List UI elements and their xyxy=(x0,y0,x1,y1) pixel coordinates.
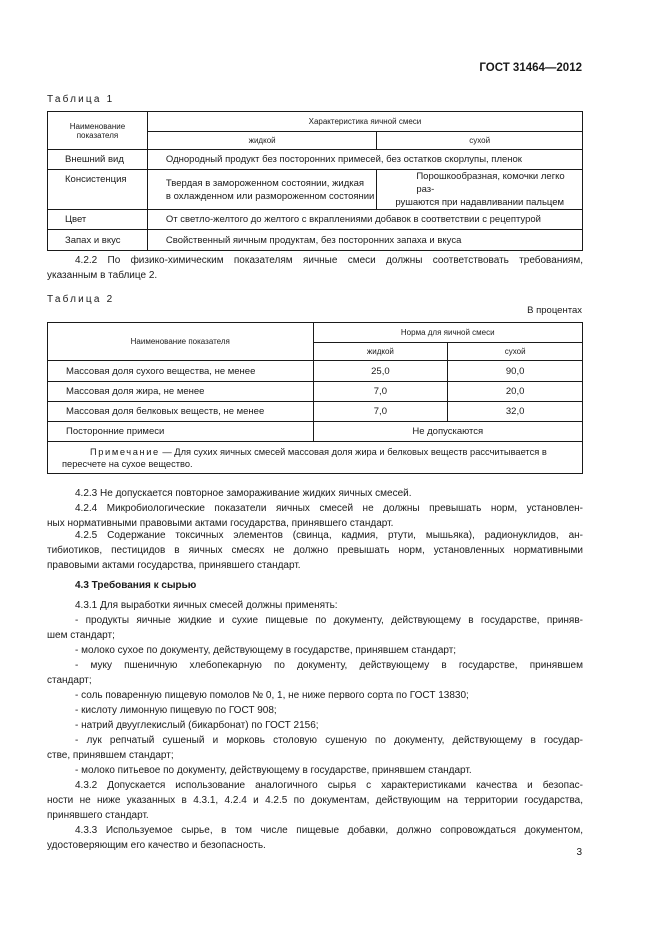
paragraph-4-2-3: 4.2.3 Не допускается повторное замораживание жидких яичных смесей. xyxy=(75,488,412,499)
table-1-row-value: Однородный продукт без посторонних примесей, без остатков скорлупы, пленок xyxy=(147,150,582,170)
table-2-row-liquid: 7,0 xyxy=(313,382,448,402)
table-2-header-name: Наименование показателя xyxy=(48,323,314,361)
cell-line: рушаются при надавливании пальцем xyxy=(395,197,565,208)
table-2-row-name: Массовая доля жира, не менее xyxy=(48,382,314,402)
table-1-header-name: Наименование показателя xyxy=(48,112,148,150)
table-2-row-value: Не допускаются xyxy=(313,422,582,442)
standard-number: ГОСТ 31464—2012 xyxy=(479,62,582,74)
table-1-header-dry: сухой xyxy=(377,132,583,150)
note-line xyxy=(62,446,582,458)
note-text: — Для сухих яичных смесей массовая доля жира и белковых веществ рассчитывается в xyxy=(159,446,547,457)
table-2-note xyxy=(48,442,583,474)
table-row xyxy=(48,210,583,230)
table-2-row-dry: 32,0 xyxy=(448,402,583,422)
cell-line: Твердая в замороженном состоянии, жидкая xyxy=(165,177,365,189)
list-item: - кислоту лимонную пищевую по ГОСТ 908; xyxy=(75,705,277,716)
paragraph-4-3-3-line: удостоверяющим его качество и безопасность. xyxy=(47,840,266,851)
table-row xyxy=(48,150,583,170)
table-row xyxy=(48,361,583,382)
list-item: - молоко сухое по документу, действующему в государстве, принявшем стандарт; xyxy=(75,645,457,656)
table-1-header-group: Характеристика яичной смеси xyxy=(147,112,582,132)
paragraph-4-2-5-line: правовыми актами государства, принявшего стандарт. xyxy=(47,560,301,571)
table-2-row-name: Посторонние примеси xyxy=(48,422,314,442)
table-2-row-liquid: 7,0 xyxy=(313,402,448,422)
list-item: - молоко питьевое по документу, действующему в государстве, принявшем стандарт. xyxy=(75,765,472,776)
paragraph-4-3-2-line: 4.3.2 Допускается использование аналогичного сырья с характеристиками качества и безопас- xyxy=(75,780,583,791)
paragraph-4-2-2-line: указанным в таблице 2. xyxy=(47,270,158,281)
list-item: - соль поваренную пищевую помолов № 0, 1, не ниже первого сорта по ГОСТ 13830; xyxy=(75,690,469,701)
table-1-row-name: Консистенция xyxy=(48,170,148,210)
table-2 xyxy=(47,322,583,474)
page-number: 3 xyxy=(576,847,582,858)
table-2-row-dry: 20,0 xyxy=(448,382,583,402)
table-1-row-name: Цвет xyxy=(48,210,148,230)
list-item: стандарт; xyxy=(47,675,92,686)
list-item: - натрий двууглекислый (бикарбонат) по ГОСТ 2156; xyxy=(75,720,319,731)
table-row xyxy=(48,422,583,442)
table-1 xyxy=(47,111,583,251)
table-2-row-name: Массовая доля белковых веществ, не менее xyxy=(48,402,314,422)
table-2-row-name: Массовая доля сухого вещества, не менее xyxy=(48,361,314,382)
paragraph-4-3-1-intro: 4.3.1 Для выработки яичных смесей должны применять: xyxy=(75,600,338,611)
note-label: Примечание xyxy=(90,446,160,457)
paragraph-4-2-4-line: 4.2.4 Микробиологические показатели яичных смесей не должны превышать норм, установлен- xyxy=(75,503,583,514)
table-2-header-liquid: жидкой xyxy=(313,343,448,361)
list-item: - лук репчатый сушеный и морковь столовую сушеную по документу, действующему в государ- xyxy=(75,735,583,746)
list-item: - продукты яичные жидкие и сухие пищевые по документу, действующему в государстве, приняв- xyxy=(75,615,583,626)
table-2-unit: В процентах xyxy=(527,305,582,316)
table-row xyxy=(48,170,583,210)
table-1-row-name: Внешний вид xyxy=(48,150,148,170)
table-1-row-value: От светло-желтого до желтого с вкраплениями добавок в соответствии с рецептурой xyxy=(147,210,582,230)
table-1-caption: Таблица 1 xyxy=(47,94,115,105)
table-2-header-group: Норма для яичной смеси xyxy=(313,323,582,343)
paragraph-4-2-5-line: 4.2.5 Содержание токсичных элементов (свинца, кадмия, ртути, мышьяка), радионуклидов, ан- xyxy=(75,530,583,541)
table-2-row-liquid: 25,0 xyxy=(313,361,448,382)
list-item: - муку пшеничную хлебопекарную по документу, действующему в государстве, принявшем xyxy=(75,660,583,671)
table-2-row-dry: 90,0 xyxy=(448,361,583,382)
table-1-header-liquid: жидкой xyxy=(147,132,376,150)
note-line: пересчете на сухое вещество. xyxy=(62,458,193,469)
table-1-row-name: Запах и вкус xyxy=(48,230,148,251)
paragraph-4-2-4-line: ных нормативными правовыми актами государства, принявшего стандарт. xyxy=(47,518,394,529)
table-1-row-dry xyxy=(377,170,583,210)
list-item: стве, принявшем стандарт; xyxy=(47,750,174,761)
cell-line: Порошкообразная, комочки легко раз- xyxy=(416,171,565,195)
paragraph-4-2-2-line: 4.2.2 По физико-химическим показателям яичные смеси должны соответствовать требованиям, xyxy=(75,255,583,266)
table-row xyxy=(48,402,583,422)
paragraph-4-3-2-line: ности не ниже указанных в 4.3.1, 4.2.4 и 4.2.5 по документам, действующим на территории государства, xyxy=(47,795,583,806)
paragraph-4-3-3-line: 4.3.3 Используемое сырье, в том числе пищевые добавки, должно сопровождаться документом, xyxy=(75,825,583,836)
table-1-row-liquid xyxy=(147,170,376,210)
table-row xyxy=(48,230,583,251)
table-1-row-value: Свойственный яичным продуктам, без посторонних запаха и вкуса xyxy=(147,230,582,251)
table-2-note-row xyxy=(48,442,583,474)
paragraph-4-2-5-line: тибиотиков, пестицидов в яичных смесях не должно превышать норм, установленных нормативными xyxy=(47,545,583,556)
table-2-header-dry: сухой xyxy=(448,343,583,361)
list-item: шем стандарт; xyxy=(47,630,115,641)
table-2-caption: Таблица 2 xyxy=(47,294,115,305)
section-4-3-title: 4.3 Требования к сырью xyxy=(75,580,197,591)
cell-line: в охлажденном или размороженном состоянии xyxy=(165,190,375,202)
paragraph-4-3-2-line: принявшего стандарт. xyxy=(47,810,149,821)
table-row xyxy=(48,382,583,402)
